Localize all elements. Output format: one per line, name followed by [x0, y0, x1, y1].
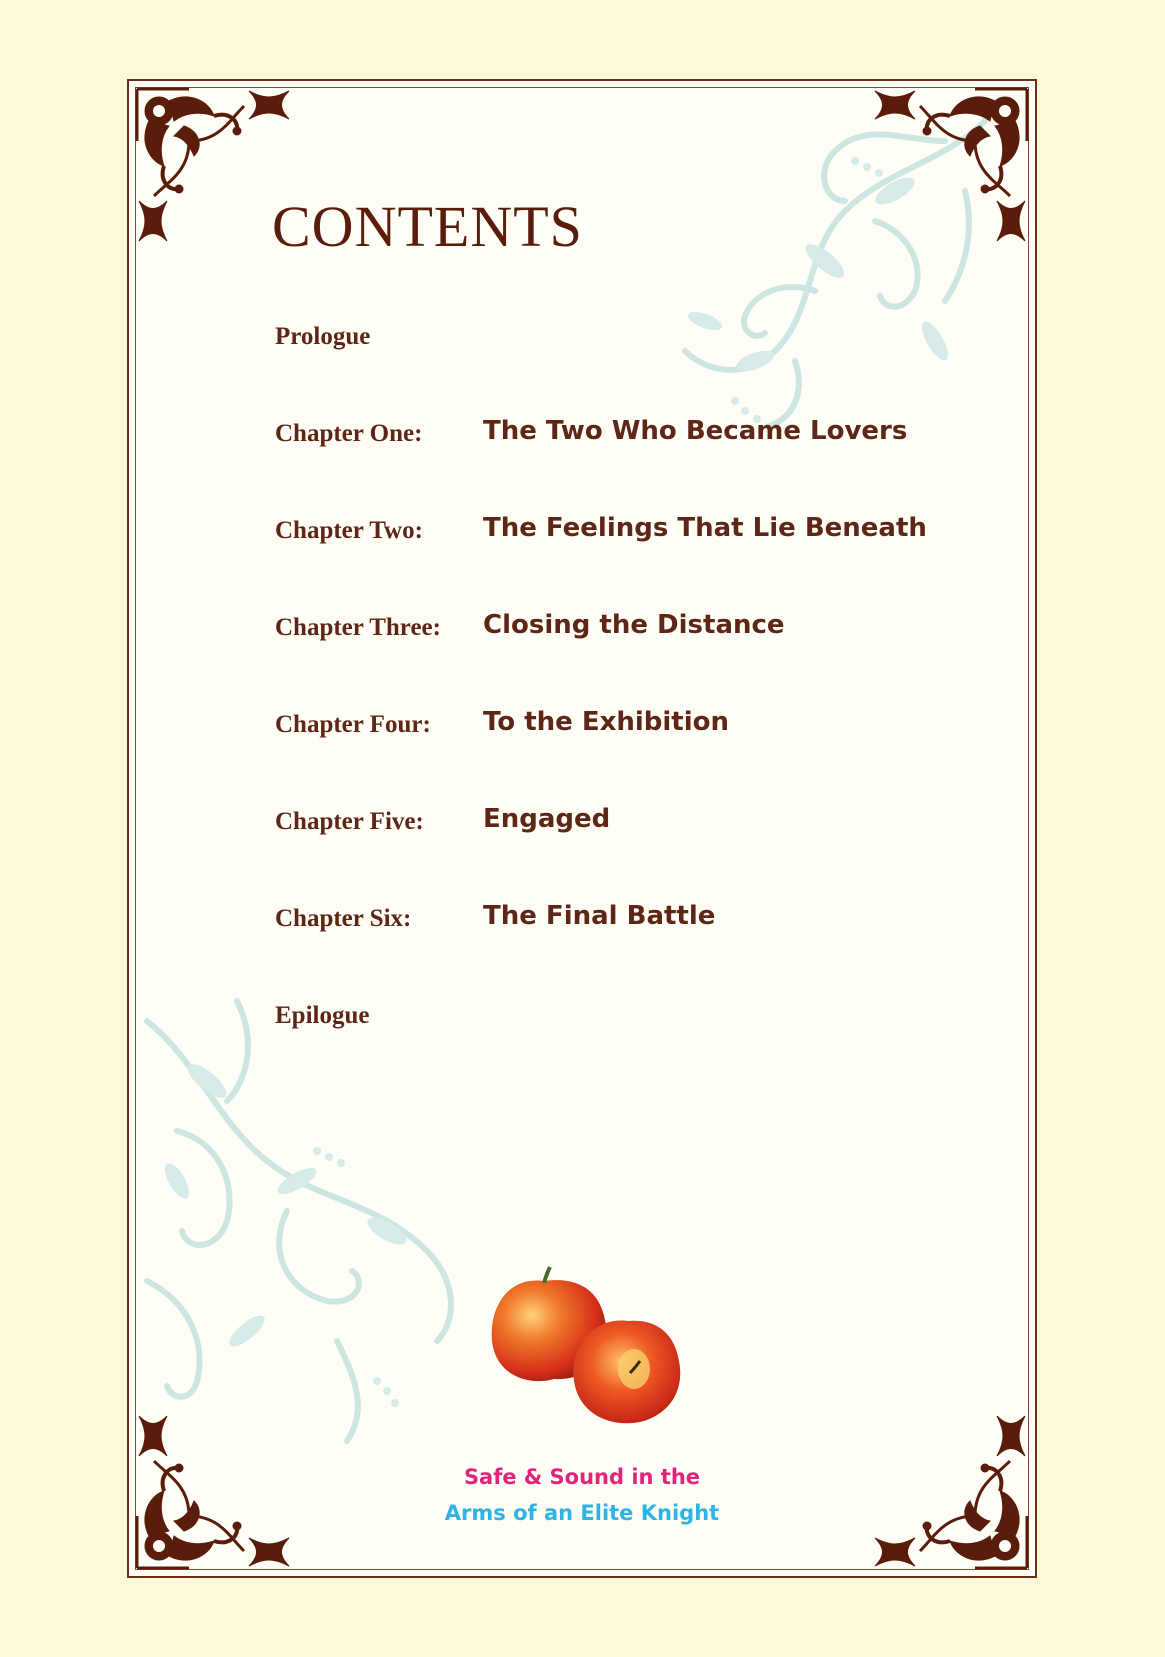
toc-label: Prologue [275, 323, 371, 350]
toc-label: Chapter Three: [275, 614, 441, 641]
series-title-line-2: Arms of an Elite Knight [444, 1501, 720, 1525]
series-title-line-1: Safe & Sound in the [463, 1465, 701, 1489]
toc-title: The Feelings That Lie Beneath [483, 513, 927, 543]
toc-title: Engaged [483, 804, 611, 834]
toc-title: The Final Battle [483, 901, 716, 931]
toc-label: Chapter Four: [275, 711, 431, 738]
corner-ornament-top-right [845, 81, 1035, 271]
toc-title: Closing the Distance [483, 610, 785, 640]
page-title: CONTENTS [272, 194, 583, 259]
toc-label: Epilogue [275, 1002, 370, 1029]
apples-illustration [484, 1261, 694, 1436]
toc-title: The Two Who Became Lovers [483, 416, 908, 446]
toc-label: Chapter Six: [275, 905, 412, 932]
toc-label: Chapter Five: [275, 808, 424, 835]
page [127, 79, 1037, 1578]
toc-label: Chapter Two: [275, 517, 423, 544]
toc-label: Chapter One: [275, 420, 423, 447]
toc-title: To the Exhibition [483, 707, 730, 737]
